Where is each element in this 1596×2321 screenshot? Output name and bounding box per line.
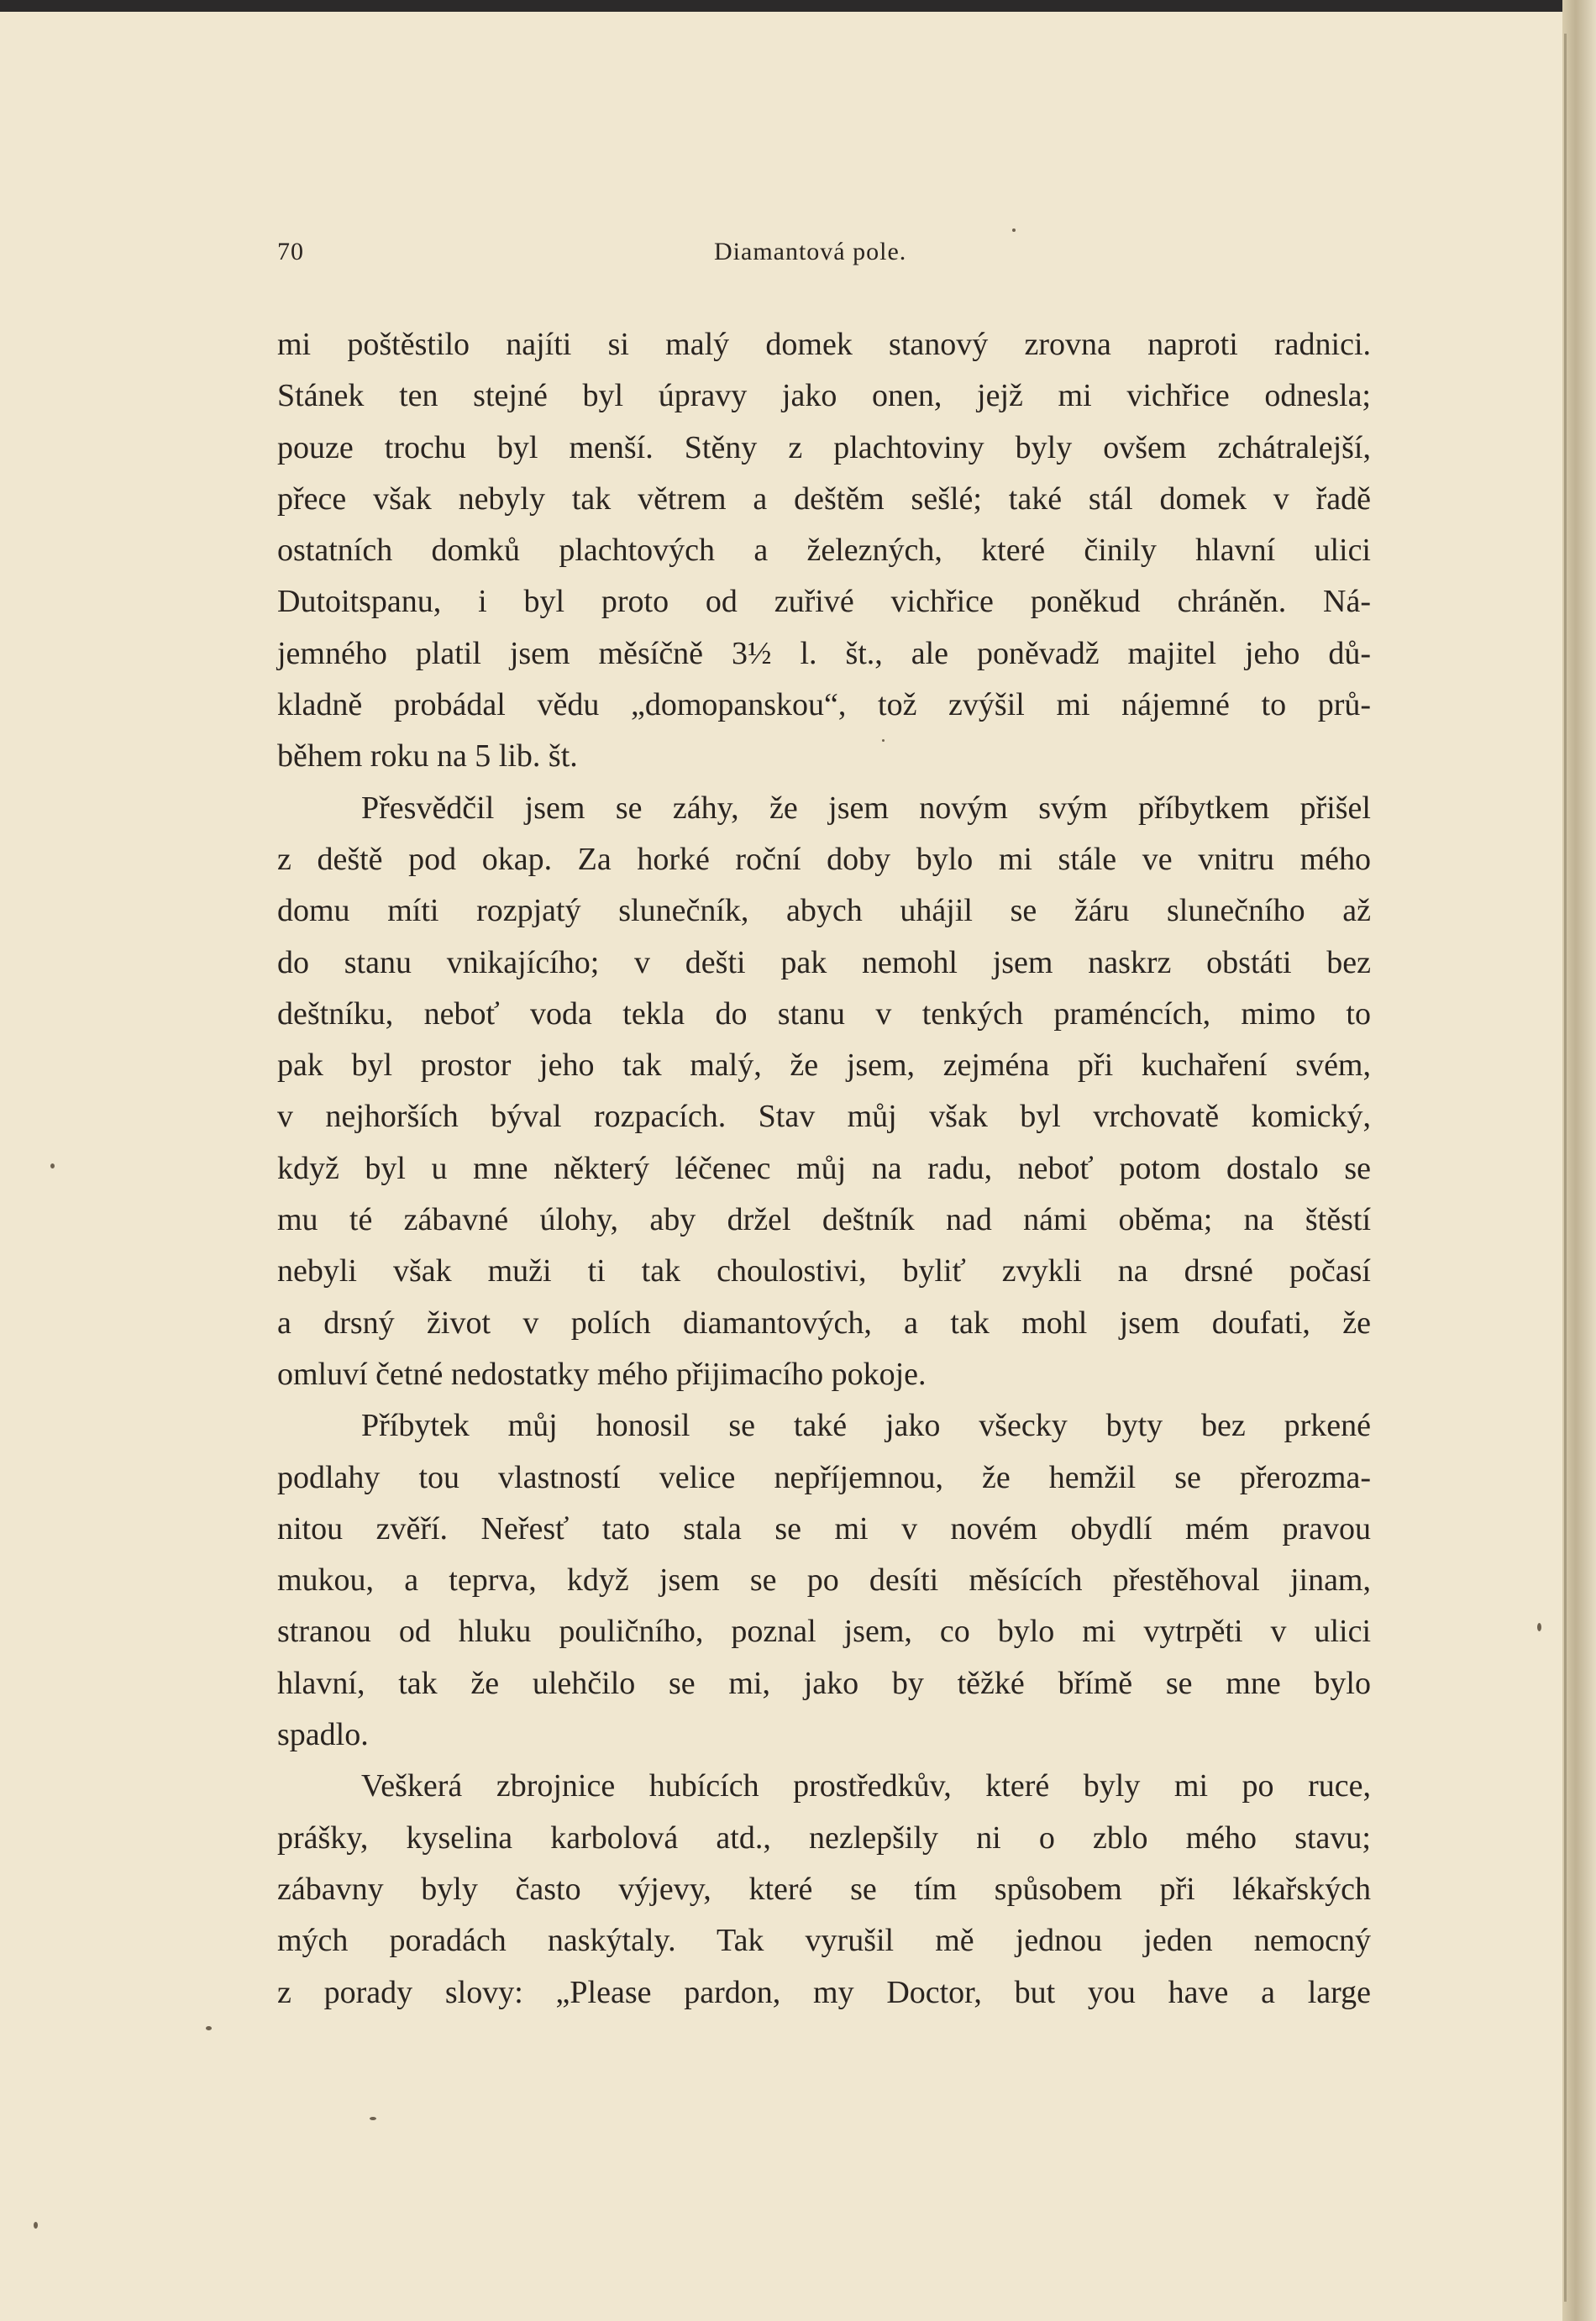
text-line: Příbytek můj honosil se také jako všecky byty bez prkené [361, 1408, 1371, 1444]
right-page-edge [1562, 0, 1596, 2321]
text-line: Přesvědčil jsem se záhy, že jsem novým svým příbytkem přišel [361, 790, 1371, 826]
ink-speck [206, 2026, 212, 2030]
text-line: během roku na 5 lib. št. [277, 738, 578, 775]
text-line: Stánek ten stejné byl úpravy jako onen, jejž mi vichřice odnesla; [277, 378, 1371, 414]
text-line: kladně probádal vědu „domopanskou“, tož zvýšil mi nájemné to prů- [277, 687, 1371, 723]
text-line: omluví četné nedostatky mého přijimacího pokoje. [277, 1356, 927, 1392]
text-line: spadlo. [277, 1717, 369, 1753]
ink-speck [34, 2222, 38, 2229]
text-line: domu míti rozpjatý slunečník, abych uhájil se žáru slunečního až [277, 893, 1371, 929]
page-header [277, 238, 1369, 275]
text-line: přece však nebyly tak větrem a deštěm sešlé; také stál domek v řadě [277, 480, 1371, 517]
ink-speck [882, 739, 885, 742]
text-line: z deště pod okap. Za horké roční doby bylo mi stále ve vnitru mého [277, 841, 1371, 877]
text-line: nitou zvěří. Neřesť tato stala se mi v novém obydlí mém pravou [277, 1510, 1371, 1546]
text-line: prášky, kyselina karbolová atd., nezlepšily ni o zblo mého stavu; [277, 1820, 1371, 1856]
text-line: podlahy tou vlastností velice nepříjemnou, že hemžil se přerozma- [277, 1459, 1371, 1495]
text-line: když byl u mne některý léčenec můj na radu, neboť potom dostalo se [277, 1150, 1371, 1186]
text-line: Dutoitspanu, i byl proto od zuřivé vichřice poněkud chráněn. Ná- [277, 584, 1371, 620]
text-line: deštníku, neboť voda tekla do stanu v tenkých praméncích, mimo to [277, 995, 1371, 1032]
text-line: z porady slovy: „Please pardon, my Doctor, but you have a large [277, 1974, 1371, 2010]
text-line: a drsný život v polích diamantových, a tak mohl jsem doufati, že [277, 1305, 1371, 1341]
text-line: mu té zábavné úlohy, aby držel deštník nad námi oběma; na štěstí [277, 1202, 1371, 1238]
text-line: v nejhorších býval rozpacích. Stav můj však byl vrchovatě komický, [277, 1099, 1371, 1135]
text-line: do stanu vnikajícího; v dešti pak nemohl jsem naskrz obstáti bez [277, 944, 1371, 980]
top-scan-edge [0, 0, 1596, 12]
body-text [277, 319, 1371, 2019]
text-line: stranou od hluku pouličního, poznal jsem, co bylo mi vytrpěti v ulici [277, 1614, 1371, 1650]
ink-speck [50, 1163, 55, 1168]
text-line: Veškerá zbrojnice hubících prostředkův, které byly mi po ruce, [361, 1768, 1371, 1804]
right-page-fold [1564, 34, 1567, 2302]
text-line: jemného platil jsem měsíčně 3½ l. št., ale poněvadž majitel jeho dů- [277, 635, 1371, 671]
page-number: 70 [277, 238, 304, 265]
running-title: Diamantová pole. [714, 238, 907, 265]
text-line: mých poradách naskýtaly. Tak vyrušil mě jednou jeden nemocný [277, 1923, 1371, 1959]
text-line: hlavní, tak že ulehčilo se mi, jako by těžké břímě se mne bylo [277, 1665, 1371, 1701]
ink-speck [1537, 1623, 1541, 1631]
text-line: zábavny byly často výjevy, které se tím spůsobem při lékařských [277, 1871, 1371, 1907]
text-line: nebyli však muži ti tak choulostivi, byliť zvykli na drsné počasí [277, 1253, 1371, 1289]
text-line: mi poštěstilo najíti si malý domek stanový zrovna naproti radnici. [277, 327, 1371, 362]
ink-speck [1012, 228, 1016, 232]
text-line: pak byl prostor jeho tak malý, že jsem, zejména při kuchaření svém, [277, 1048, 1371, 1084]
text-line: pouze trochu byl menší. Stěny z plachtoviny byly ovšem zchátralejší, [277, 429, 1371, 465]
text-line: ostatních domků plachtových a železných, které činily hlavní ulici [277, 533, 1371, 569]
ink-speck [370, 2117, 376, 2120]
text-line: mukou, a teprva, když jsem se po desíti měsících přestěhoval jinam, [277, 1562, 1371, 1599]
